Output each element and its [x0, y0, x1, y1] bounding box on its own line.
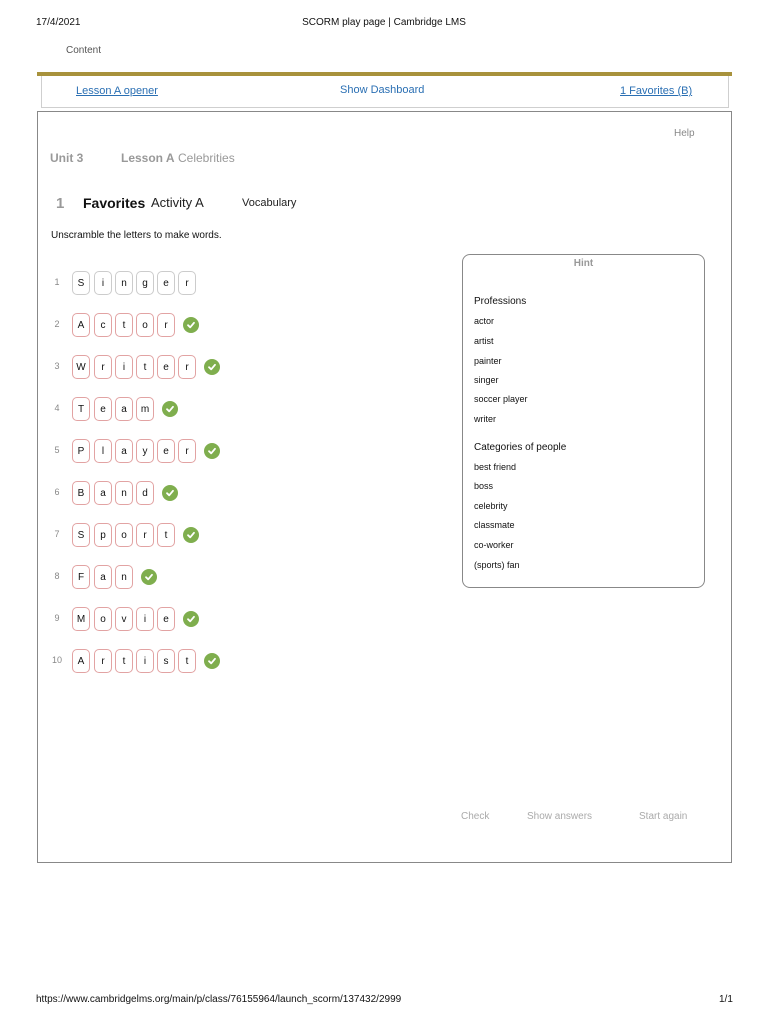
row-number: 7 [54, 529, 60, 539]
letter-tile[interactable]: r [178, 355, 196, 379]
check-button[interactable]: Check [461, 811, 490, 822]
letter-tile[interactable]: A [72, 649, 90, 673]
letter-tile[interactable]: e [157, 607, 175, 631]
letter-tile[interactable]: d [136, 481, 154, 505]
lesson-name: Celebrities [178, 151, 235, 165]
activity-title: Favorites [83, 195, 146, 211]
row-number: 9 [54, 613, 60, 623]
row-number: 2 [54, 319, 60, 329]
row-number: 3 [54, 361, 60, 371]
correct-check-icon [183, 317, 199, 333]
hint-item: boss [474, 481, 494, 491]
letter-tile[interactable]: g [136, 271, 154, 295]
hint-item: celebrity [474, 501, 508, 511]
letter-tile[interactable]: m [136, 397, 154, 421]
letter-tile[interactable]: t [115, 313, 133, 337]
letter-tile[interactable]: S [72, 271, 90, 295]
letter-tile[interactable]: B [72, 481, 90, 505]
show-answers-button[interactable]: Show answers [527, 811, 593, 822]
letter-tile[interactable]: r [178, 271, 196, 295]
letter-tile[interactable]: n [115, 565, 133, 589]
letter-tile[interactable]: y [136, 439, 154, 463]
row-number: 6 [54, 487, 60, 497]
hint-item: (sports) fan [474, 560, 520, 570]
letter-tile[interactable]: s [157, 649, 175, 673]
hint-item: soccer player [474, 394, 528, 404]
start-again-button[interactable]: Start again [639, 811, 688, 822]
letter-tile[interactable]: l [94, 439, 112, 463]
letter-tile[interactable]: e [157, 439, 175, 463]
correct-check-icon [162, 401, 178, 417]
instruction-text: Unscramble the letters to make words. [51, 230, 222, 241]
letter-tile[interactable]: t [136, 355, 154, 379]
letter-tile[interactable]: n [115, 481, 133, 505]
letter-tile[interactable]: t [115, 649, 133, 673]
letter-tile[interactable]: o [115, 523, 133, 547]
lesson-label: Lesson A [121, 151, 175, 165]
letter-tile[interactable]: A [72, 313, 90, 337]
hint-item: painter [474, 356, 502, 366]
activity-number: 1 [56, 195, 65, 212]
letter-tile[interactable]: S [72, 523, 90, 547]
letter-tile[interactable]: T [72, 397, 90, 421]
letter-tile[interactable]: i [136, 649, 154, 673]
hint-group-heading: Categories of people [474, 442, 567, 453]
correct-check-icon [162, 485, 178, 501]
correct-check-icon [141, 569, 157, 585]
hint-item: writer [474, 414, 496, 424]
letter-tile[interactable]: a [94, 481, 112, 505]
activity-type: Vocabulary [242, 197, 297, 209]
next-lesson-link[interactable]: 1 Favorites (B) [620, 85, 693, 97]
help-button[interactable]: Help [674, 128, 695, 139]
letter-tile[interactable]: v [115, 607, 133, 631]
letter-tile[interactable]: r [178, 439, 196, 463]
activity-subtitle: Activity A [151, 195, 204, 210]
hint-item: singer [474, 375, 499, 385]
row-number: 1 [54, 277, 60, 287]
letter-tile[interactable]: a [115, 397, 133, 421]
letter-tile[interactable]: r [157, 313, 175, 337]
letter-tile[interactable]: e [157, 271, 175, 295]
letter-tile[interactable]: p [94, 523, 112, 547]
letter-tile[interactable]: i [115, 355, 133, 379]
row-number: 4 [54, 403, 60, 413]
hint-item: classmate [474, 520, 515, 530]
hint-title: Hint [573, 258, 594, 269]
letter-tile[interactable]: e [157, 355, 175, 379]
hint-item: best friend [474, 462, 517, 472]
row-number: 8 [54, 571, 60, 581]
hint-item: artist [474, 336, 494, 346]
letter-tile[interactable]: i [94, 271, 112, 295]
print-page-number: 1/1 [719, 994, 733, 1005]
letter-tile[interactable]: a [115, 439, 133, 463]
hint-panel [462, 254, 705, 588]
print-date: 17/4/2021 [36, 17, 81, 28]
unit-label: Unit 3 [50, 151, 84, 165]
letter-tile[interactable]: e [94, 397, 112, 421]
letter-tile[interactable]: M [72, 607, 90, 631]
prev-lesson-link[interactable]: Lesson A opener [76, 85, 158, 97]
letter-tile[interactable]: P [72, 439, 90, 463]
letter-tile[interactable]: o [94, 607, 112, 631]
letter-tile[interactable]: r [136, 523, 154, 547]
print-page-title: SCORM play page | Cambridge LMS [302, 17, 466, 28]
show-dashboard-button[interactable]: Show Dashboard [340, 84, 425, 96]
hint-item: co-worker [474, 540, 514, 550]
letter-tile[interactable]: F [72, 565, 90, 589]
letter-tile[interactable]: c [94, 313, 112, 337]
hint-group-heading: Professions [474, 296, 527, 307]
letter-tile[interactable]: o [136, 313, 154, 337]
letter-tile[interactable]: a [94, 565, 112, 589]
content-label: Content [66, 45, 102, 56]
letter-tile[interactable]: W [72, 355, 90, 379]
letter-tile[interactable]: n [115, 271, 133, 295]
hint-item: actor [474, 316, 495, 326]
correct-check-icon [183, 527, 199, 543]
row-number: 10 [51, 655, 62, 665]
letter-tile[interactable]: r [94, 355, 112, 379]
letter-tile[interactable]: r [94, 649, 112, 673]
print-url: https://www.cambridgelms.org/main/p/class/76155964/launch_scorm/137432/2999 [36, 994, 402, 1005]
letter-tile[interactable]: t [178, 649, 196, 673]
letter-tile[interactable]: i [136, 607, 154, 631]
correct-check-icon [204, 653, 220, 669]
row-number: 5 [54, 445, 60, 455]
correct-check-icon [183, 611, 199, 627]
correct-check-icon [204, 359, 220, 375]
letter-tile[interactable]: t [157, 523, 175, 547]
correct-check-icon [204, 443, 220, 459]
